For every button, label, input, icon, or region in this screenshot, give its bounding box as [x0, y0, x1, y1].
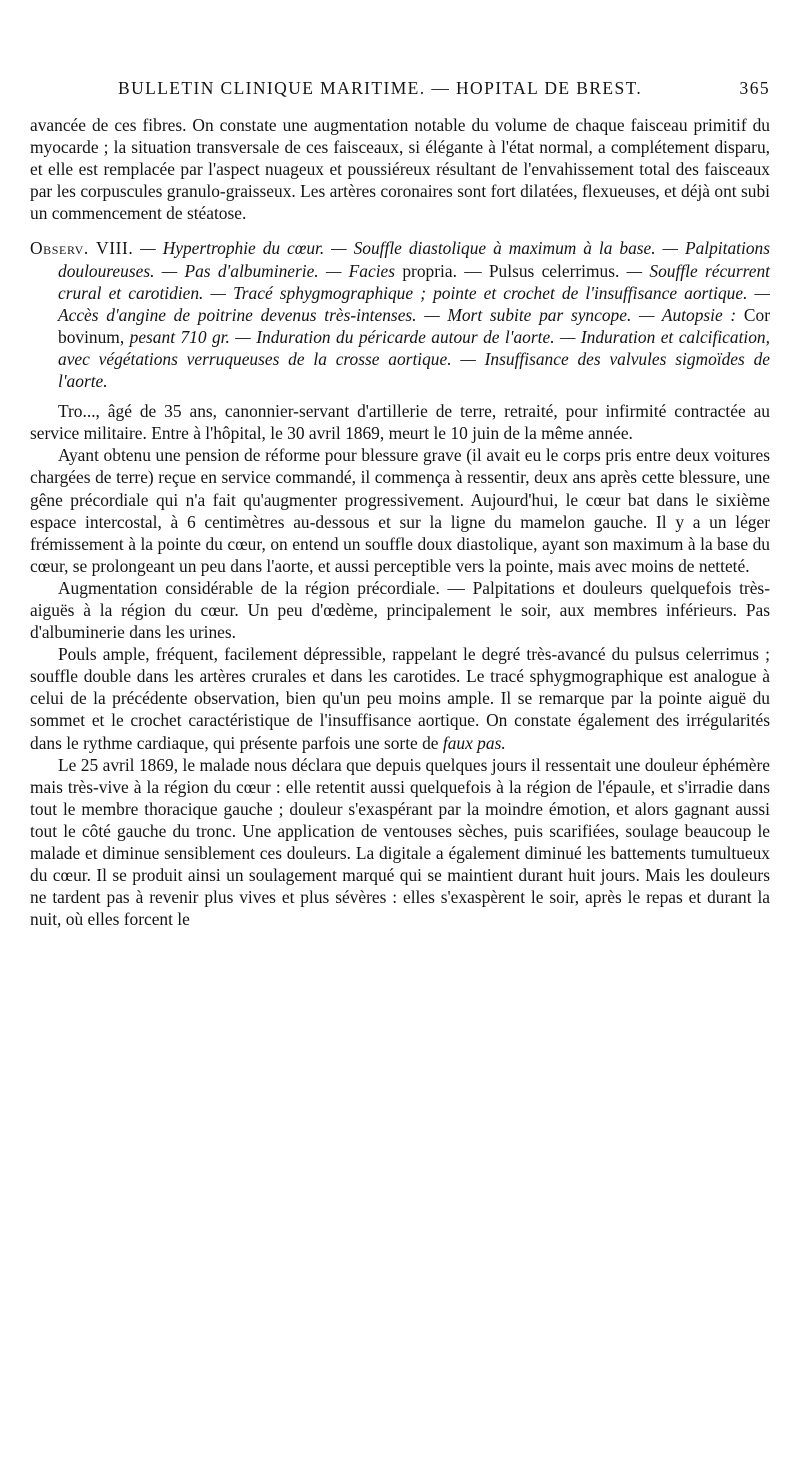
observation-summary-2: propria. — Pulsus celerrimus.: [402, 260, 620, 281]
observation-summary-1: — Hypertrophie du cœur. — Souffle diastolique à maximum à la base. — Palpitations douloureuses. — Pas d'albuminerie. — Facies: [58, 238, 770, 281]
article-body: [30, 114, 770, 930]
observation-summary-5: pesant 710 gr. — Induration du péricarde autour de l'aorte. — Induration et calcification, avec végétations verruqueuses de la crosse aortique. — Insuffisance des valvules sigmoïdes de l'aorte.: [58, 326, 770, 392]
paragraph-pulse: [30, 643, 770, 753]
page-number: 365: [739, 78, 770, 98]
observation-summary-3: — Souffle récurrent crural et carotidien. — Tracé sphygmographique ; pointe et crochet de l'insuffisance aortique. — Accès d'angine de poitrine devenus très-intenses. — Mort subite par syncope. — Autopsie :: [58, 260, 770, 325]
paragraph-continuation: avancée de ces fibres. On constate une augmentation notable du volume de chaque faisceau primitif du myocarde ; la situation transversale de ces faisceaux, si élégante à l'état normal, a complétement disparu, et elle est remplacée par l'aspect nuageux et poussiéreux résultant de l'envahissement total des faisceaux par les corpuscules granulo-graisseux. Les artères coronaires sont fort dilatées, flexueuses, et déjà ont subi un commencement de stéatose.: [30, 115, 770, 224]
paragraph-pulse-text: Pouls ample, fréquent, facilement dépressible, rappelant le degré très-avancé du pulsus celerrimus ; souffle double dans les artères crurales et dans les carotides. Le tracé sphygmographique est analogue à celui de la précédente observation, bien qu'un peu moins ample. Il se remarque par la pointe aiguë du sommet et le crochet caractéristique de l'insuffisance aortique. On constate également des irrégularités dans le rythme cardiaque, qui présente parfois une sorte de: [30, 644, 770, 753]
running-title: BULLETIN CLINIQUE MARITIME. — HOPITAL DE BREST.: [118, 78, 643, 98]
faux-pas-text: faux pas.: [442, 732, 506, 753]
observation-summary-4: Cor bovinum,: [58, 304, 770, 347]
observation-label: Observ. VIII.: [30, 238, 134, 259]
page: [30, 0, 770, 1471]
paragraph-symptoms: Augmentation considérable de la région précordiale. — Palpitations et douleurs quelquefois très-aiguës à la région du cœur. Un peu d'œdème, principalement le soir, aux membres inférieurs. Pas d'albuminerie dans les urines.: [30, 577, 770, 643]
observation-heading: [30, 237, 770, 392]
paragraph-pain: Le 25 avril 1869, le malade nous déclara que depuis quelques jours il ressentait une douleur éphémère mais très-vive à la région du cœur : elle retentit aussi quelquefois à la région de l'épaule, et s'irradie dans tout le membre thoracique gauche ; douleur s'exaspérant par la moindre émotion, et alors gagnant aussi tout le côté gauche du tronc. Une application de ventouses sèches, puis scarifiées, soulage beaucoup le malade et diminue sensiblement ces douleurs. La digitale a également diminué les battements tumultueux du cœur. Il se produit ainsi un soulagement marqué qui se maintient durant huit jours. Mais les douleurs ne tardent pas à revenir plus vives et plus sévères : elles s'exaspèrent le soir, après le repas et durant la nuit, où elles forcent le: [30, 754, 770, 930]
running-header: [30, 78, 770, 108]
paragraph-history: Ayant obtenu une pension de réforme pour blessure grave (il avait eu le corps pris entre deux voitures chargées de terre) reçue en service commandé, il commença à ressentir, deux ans après cette blessure, une gêne précordiale qui n'a fait qu'augmenter progressivement. Aujourd'hui, le cœur bat dans le sixième espace intercostal, à 6 centimètres au-dessous et sur la ligne du mamelon gauche. Il y a un léger frémissement à la pointe du cœur, on entend un souffle doux diastolique, ayant son maximum à la base du cœur, se prolongeant un peu dans l'aorte, et aussi perceptible vers la pointe, mais avec moins de netteté.: [30, 445, 770, 576]
paragraph-patient: Tro..., âgé de 35 ans, canonnier-servant d'artillerie de terre, retraité, pour infirmité contractée au service militaire. Entre à l'hôpital, le 30 avril 1869, meurt le 10 juin de la même année.: [30, 401, 770, 444]
